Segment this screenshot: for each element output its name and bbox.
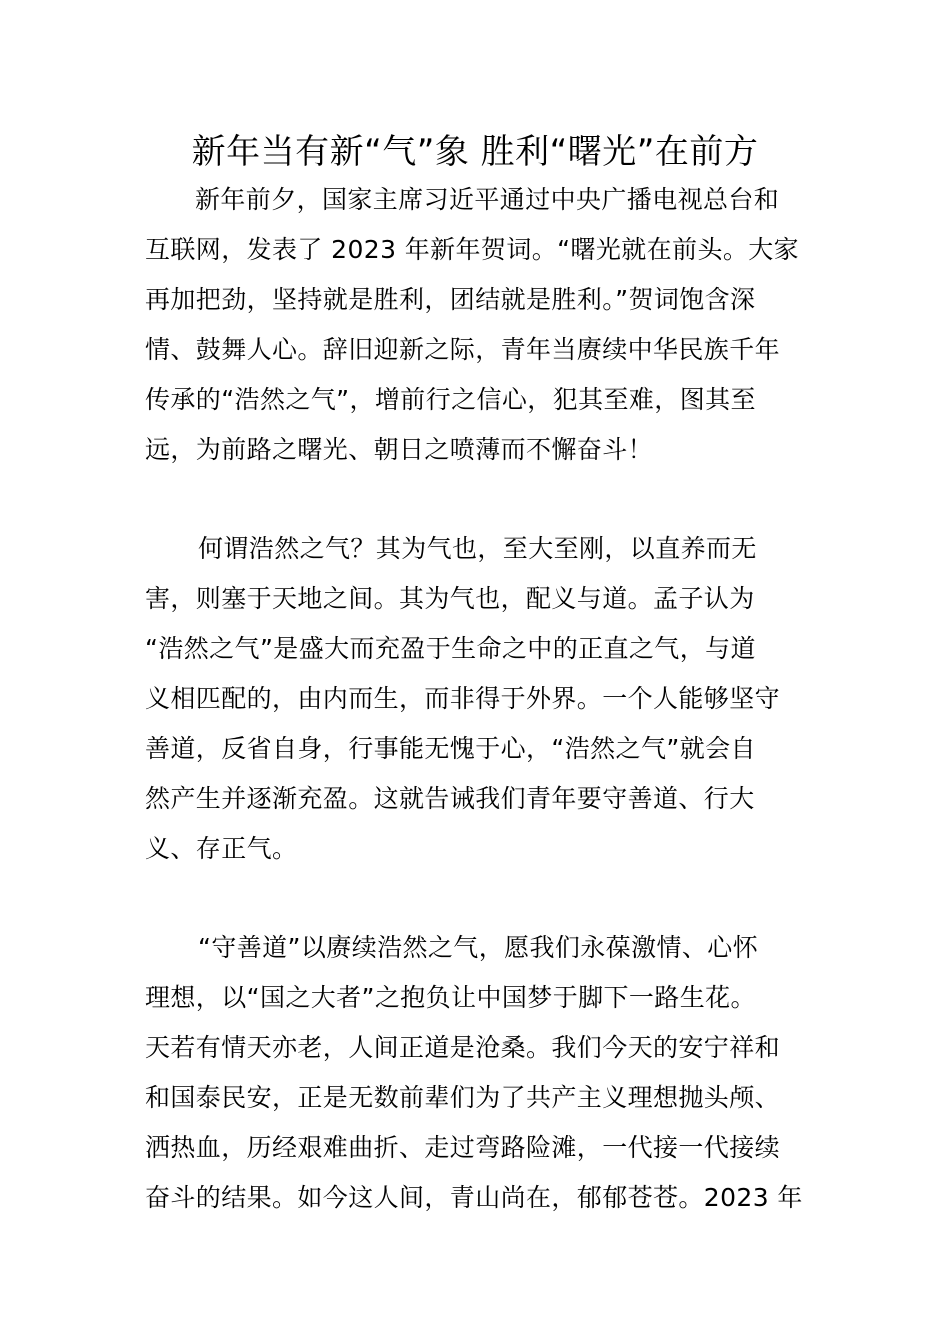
paragraph-1-line-6: 远，为前路之曙光、朝日之喷薄而不懈奋斗！ [145, 435, 654, 464]
paragraph-2-line-5: 善道，反省自身，行事能无愧于心，“浩然之气”就会自 [145, 734, 756, 763]
paragraph-3-line-4: 和国泰民安，正是无数前辈们为了共产主义理想抛头颅、 [145, 1083, 781, 1112]
paragraph-1-line-5: 传承的“浩然之气”，增前行之信心，犯其至难，图其至 [145, 385, 756, 414]
paragraph-1-line-1: 新年前夕，国家主席习近平通过中央广播电视总台和 [195, 185, 780, 214]
paragraph-2-line-7: 义、存正气。 [145, 834, 298, 863]
paragraph-1-line-4: 情、鼓舞人心。辞旧迎新之际，青年当赓续中华民族千年 [145, 335, 781, 364]
document-title: 新年当有新“气”象 胜利“曙光”在前方 [191, 132, 759, 172]
paragraph-1-line-2: 互联网，发表了 2023 年新年贺词。“曙光就在前头。大家 [145, 235, 800, 264]
paragraph-2-line-2: 害，则塞于天地之间。其为气也，配义与道。孟子认为 [145, 584, 755, 613]
paragraph-2-line-6: 然产生并逐渐充盈。这就告诫我们青年要守善道、行大 [145, 784, 755, 813]
paragraph-3-line-6: 奋斗的结果。如今这人间，青山尚在，郁郁苍苍。2023 年 [145, 1183, 803, 1212]
paragraph-3-line-3: 天若有情天亦老，人间正道是沧桑。我们今天的安宁祥和 [145, 1033, 781, 1062]
paragraph-1-line-3: 再加把劲，坚持就是胜利，团结就是胜利。”贺词饱含深 [145, 285, 756, 314]
paragraph-2-line-1: 何谓浩然之气？其为气也，至大至刚，以直养而无 [198, 534, 757, 563]
paragraph-3-line-2: 理想，以“国之大者”之抱负让中国梦于脚下一路生花。 [145, 983, 756, 1012]
paragraph-3-line-1: “守善道”以赓续浩然之气，愿我们永葆激情、心怀 [198, 933, 759, 962]
paragraph-2-line-3: “浩然之气”是盛大而充盈于生命之中的正直之气，与道 [145, 634, 756, 663]
paragraph-3-line-5: 洒热血，历经艰难曲折、走过弯路险滩，一代接一代接续 [145, 1133, 781, 1162]
paragraph-2-line-4: 义相匹配的，由内而生，而非得于外界。一个人能够坚守 [145, 684, 781, 713]
